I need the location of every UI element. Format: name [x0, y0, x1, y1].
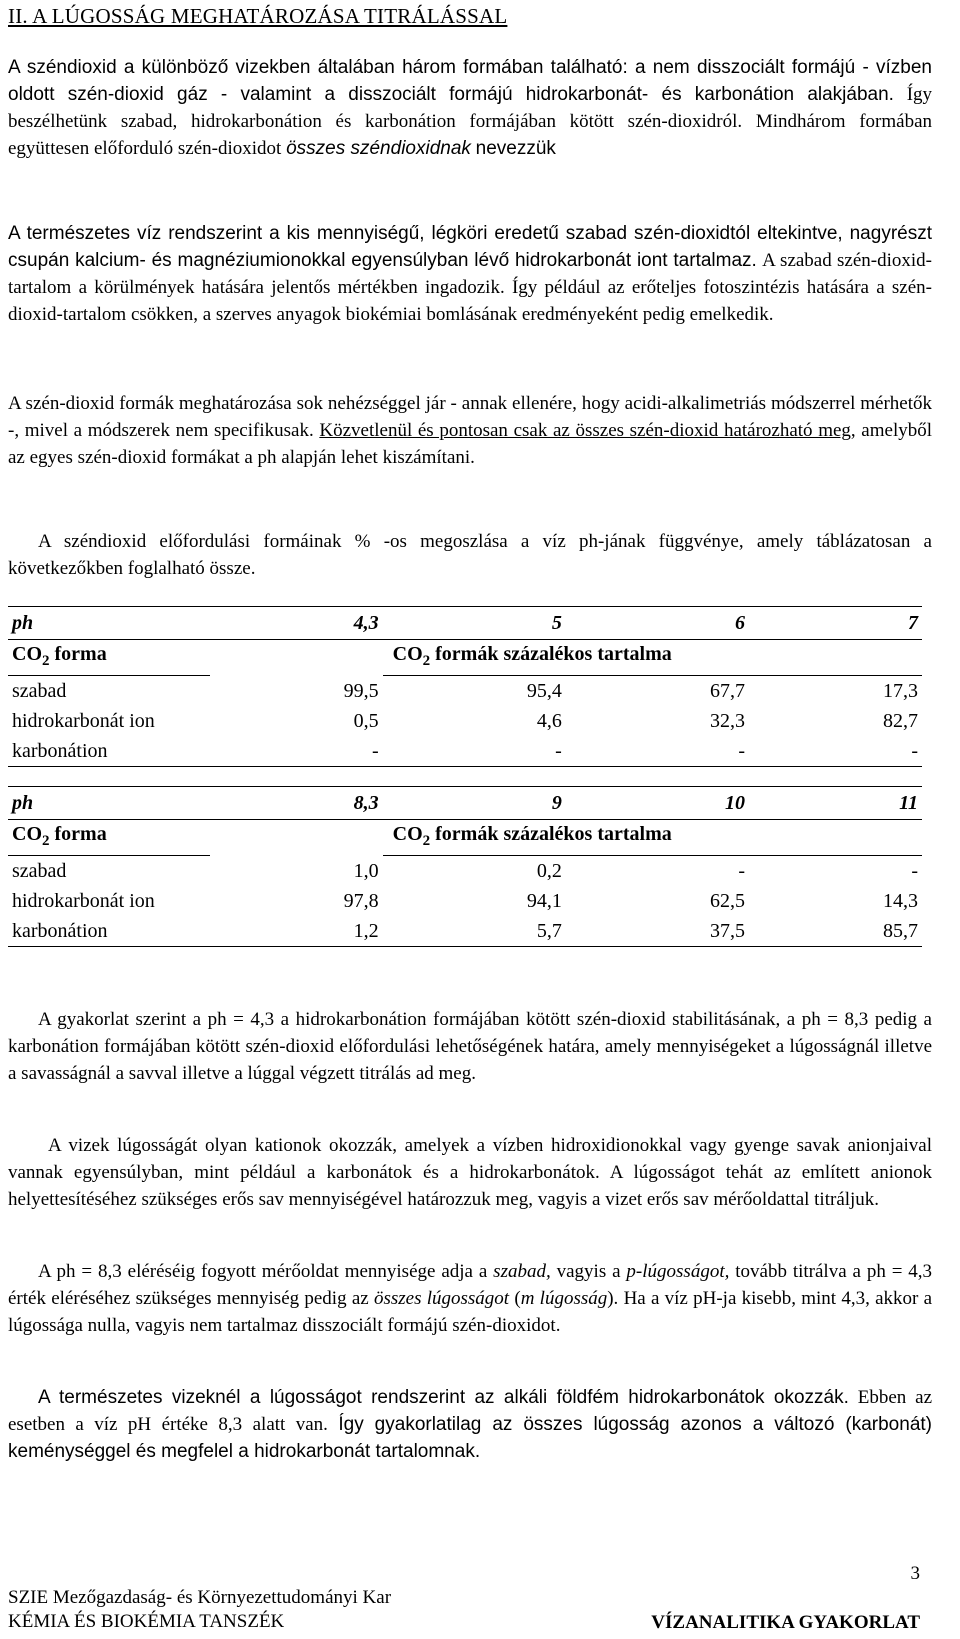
p3-part-b: , amelyből az egyes szén-dioxid formákat a ph alapján lehet kiszámítani.	[8, 420, 933, 468]
co2-table-2	[8, 786, 922, 947]
ph-value: 11	[749, 787, 922, 820]
p1-part-a: A széndioxid a különböző vizekben általában három formában található: a nem disszociált formájú - vízben oldott szén-dioxid gáz - valamint a disszociált formájú hidrokarbonát- és karbonátion alakjában.	[8, 57, 932, 105]
paragraph-2	[8, 220, 932, 328]
p1-italic-term: összes széndioxidnak	[286, 138, 471, 159]
paragraph-1	[8, 54, 932, 162]
percent-header: $CO_2$ formák százalékos tartalma	[383, 820, 922, 856]
table-1-ph-row	[8, 607, 922, 640]
table-row: hidrokarbonát ion 0,5 4,6 32,3 82,7	[12, 710, 918, 732]
table-1-subheader-row	[8, 640, 922, 676]
p2-part-a: A természetes víz rendszerint a kis mennyiségű, légköri eredetű szabad szén-dioxidtól eltekintve, nagyrészt csupán kalcium- és magnéziumionokkal egyensúlyban lévő hidrokarbonát iont tartalmaz.	[8, 223, 932, 271]
form-label: $CO_2$ forma	[8, 640, 210, 676]
p2-part-b: A szabad szén-dioxid-tartalom a körülmények hatására jelentős mértékben ingadozik. Így például az erőteljes fotoszintézis hatására a szén-dioxid-tartalom csökken, a szerves anyagok biokémiai bomlásának eredményeként pedig emelkedik.	[8, 250, 932, 325]
table-row: szabad 1,0 0,2 - -	[12, 859, 918, 882]
ph-value: 4,3	[210, 607, 383, 640]
percent-header: $CO_2$ formák százalékos tartalma	[383, 640, 922, 676]
paragraph-5: A gyakorlat szerint a ph = 4,3 a hidrokarbonátion formájában kötött szén-dioxid stabilitásának, a ph = 8,3 pedig a karbonátion formájában kötött szén-dioxid előfordulási lehetőségének határa, amely mennyiségeket a lúgosságnál illetve a savasságnál a savval illetve a lúggal végzett titrálás ad meg.	[8, 1009, 932, 1084]
ph-value: 9	[383, 787, 566, 820]
form-label: $CO_2$ forma	[8, 820, 210, 856]
table-row: karbonátion - - - -	[8, 736, 922, 767]
footer-department: KÉMIA ÉS BIOKÉMIA TANSZÉK	[8, 1611, 285, 1632]
ph-value: 5	[383, 607, 566, 640]
paragraph-7: A ph = 8,3 eléréséig fogyott mérőoldat mennyisége adja a szabad, vagyis a p-lúgosságot, tovább titrálva a ph = 4,3 érték eléréséhez szükséges mennyiség pedig az összes lúgosságot (m lúgosság). Ha a víz pH-ja kisebb, mint 4,3, akkor a lúgossága nulla, vagyis nem tartalmaz disszociált formájú szén-dioxidot.	[8, 1261, 933, 1336]
p3-underlined: Közvetlenül és pontosan csak az összes szén-dioxid határozható meg	[319, 420, 851, 441]
page-number: 3	[910, 1563, 920, 1584]
ph-label: ph	[8, 607, 210, 640]
p1-part-end: nevezzük	[475, 138, 556, 159]
paragraph-8: A természetes vizeknél a lúgosságot rendszerint az alkáli földfém hidrokarbonátok okozzák. Ebben az esetben a víz pH értéke 8,3 alatt van. Így gyakorlatilag az összes lúgosság azonos a változó (karbonát) keménységgel és megfelel a hidrokarbonát tartalomnak.	[8, 1387, 933, 1462]
ph-value: 8,3	[210, 787, 383, 820]
footer-faculty: SZIE Mezőgazdaság- és Környezettudományi Kar	[8, 1587, 392, 1608]
table-2-subheader-row	[8, 820, 922, 856]
ph-label: ph	[8, 787, 210, 820]
p1-part-b: Így beszélhetünk szabad, hidrokarbonátion és karbonátion formájában kötött szén-dioxidról.	[8, 84, 933, 132]
footer-course: VÍZANALITIKA GYAKORLAT	[651, 1612, 920, 1633]
paragraph-4: A széndioxid előfordulási formáinak % -os megoszlása a víz ph-jának függvénye, amely táblázatosan a következőkben foglalható össze.	[8, 531, 932, 579]
co2-table-1	[8, 606, 922, 767]
ph-value: 7	[749, 607, 922, 640]
ph-value: 6	[566, 607, 749, 640]
paragraph-6: A vizek lúgosságát olyan kationok okozzák, amelyek a vízben hidroxidionokkal vagy gyenge savak anionjaival vannak egyensúlyban, mint például a karbonátok és a hidrokarbonátok. A lúgosságot tehát az említett anionok helyettesítéséhez szükséges erős sav mennyiségével határozzuk meg, vagyis a vizet erős sav mérőoldattal titráljuk.	[8, 1135, 932, 1210]
paragraph-3	[8, 390, 932, 471]
p1-part-c: Mindhárom formában együttesen előforduló szén-dioxidot	[8, 111, 933, 159]
table-2-ph-row	[8, 787, 922, 820]
p3-part-a: A szén-dioxid formák meghatározása sok nehézséggel jár - annak ellenére, hogy acidi-alkalimetriás módszerrel mérhetők -, mivel a módszerek nem specifikusak.	[8, 393, 932, 441]
table-row: karbonátion 1,2 5,7 37,5 85,7	[8, 916, 922, 947]
table-row: szabad 99,5 95,4 67,7 17,3	[12, 679, 918, 702]
ph-value: 10	[566, 787, 749, 820]
section-title: II. A LÚGOSSÁG MEGHATÁROZÁSA TITRÁLÁSSAL	[8, 4, 508, 28]
table-row: hidrokarbonát ion 97,8 94,1 62,5 14,3	[12, 890, 918, 912]
